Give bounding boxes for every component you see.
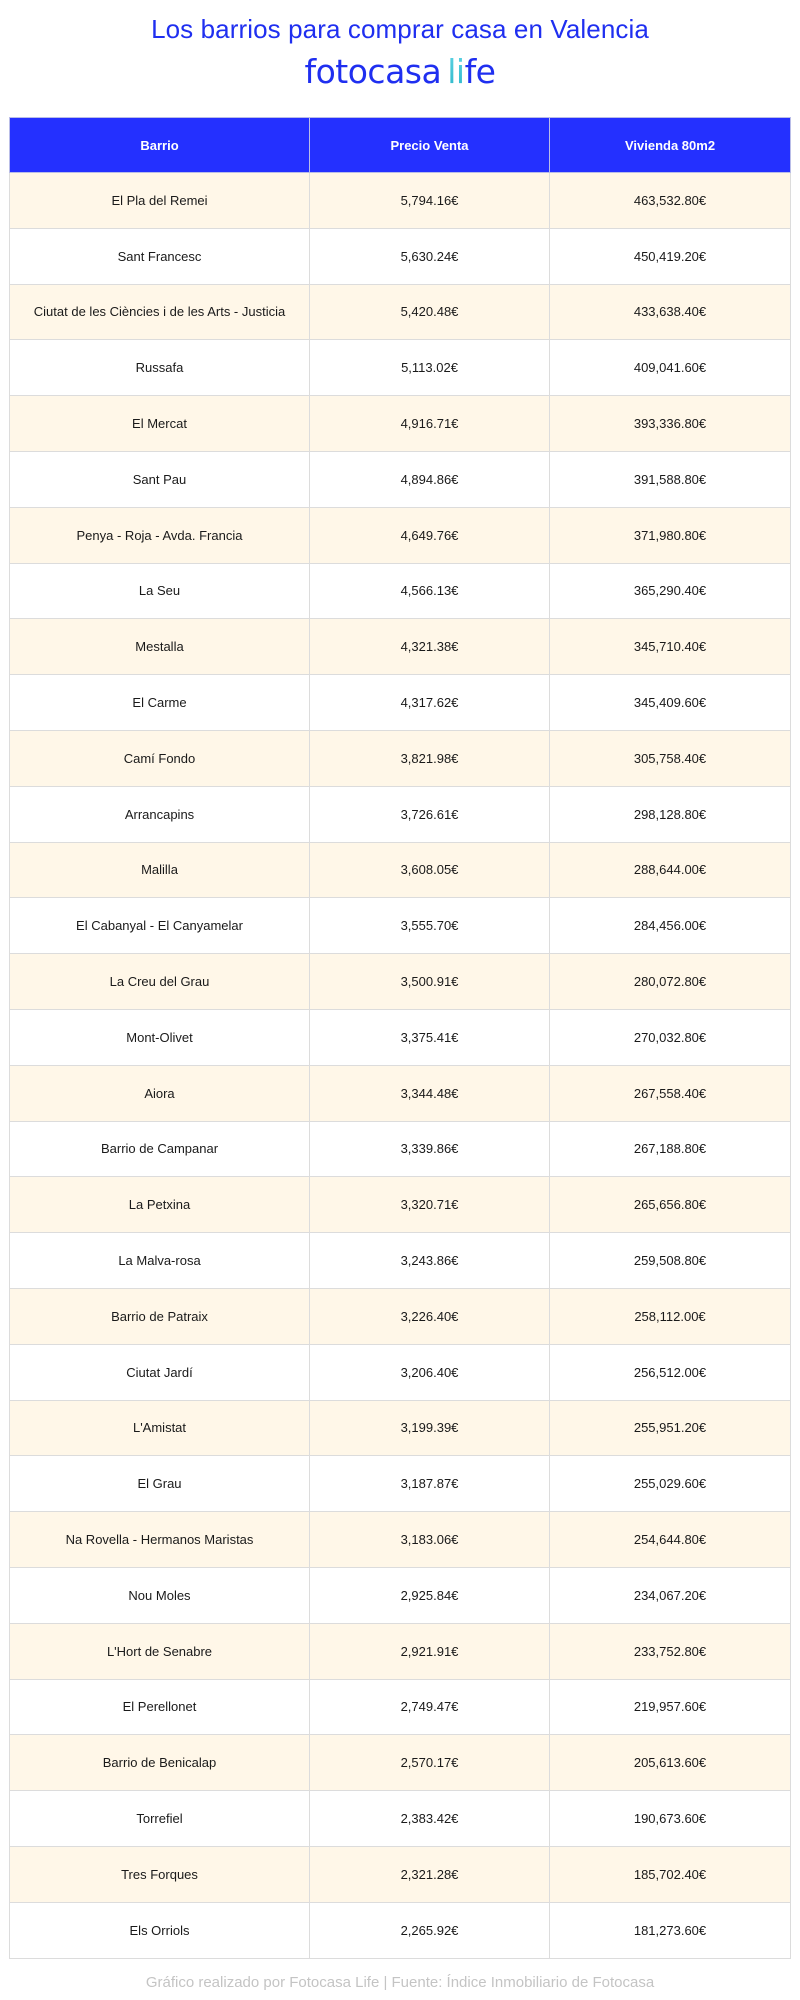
cell-precio-venta: 3,243.86€ xyxy=(310,1233,550,1289)
column-header-vivienda-80m2: Vivienda 80m2 xyxy=(550,118,791,173)
cell-vivienda-80m2: 254,644.80€ xyxy=(550,1512,791,1568)
table-row xyxy=(10,563,791,619)
cell-vivienda-80m2: 345,710.40€ xyxy=(550,619,791,675)
cell-barrio: La Seu xyxy=(10,563,310,619)
table-row xyxy=(10,1679,791,1735)
cell-barrio: Aiora xyxy=(10,1065,310,1121)
cell-barrio: Ciutat Jardí xyxy=(10,1344,310,1400)
cell-barrio: L'Amistat xyxy=(10,1400,310,1456)
table-row xyxy=(10,1065,791,1121)
table-row xyxy=(10,1121,791,1177)
cell-precio-venta: 3,199.39€ xyxy=(310,1400,550,1456)
cell-precio-venta: 4,321.38€ xyxy=(310,619,550,675)
cell-barrio: Torrefiel xyxy=(10,1791,310,1847)
cell-barrio: Mont-Olivet xyxy=(10,1009,310,1065)
cell-vivienda-80m2: 267,558.40€ xyxy=(550,1065,791,1121)
cell-precio-venta: 3,183.06€ xyxy=(310,1512,550,1568)
fotocasa-life-logo xyxy=(0,52,800,92)
cell-vivienda-80m2: 255,951.20€ xyxy=(550,1400,791,1456)
cell-precio-venta: 3,726.61€ xyxy=(310,786,550,842)
table-row xyxy=(10,1846,791,1902)
page-title: Los barrios para comprar casa en Valencia xyxy=(151,14,649,44)
table-row xyxy=(10,1233,791,1289)
cell-precio-venta: 3,821.98€ xyxy=(310,730,550,786)
table-row xyxy=(10,675,791,731)
table-row xyxy=(10,619,791,675)
table-row xyxy=(10,1288,791,1344)
cell-vivienda-80m2: 219,957.60€ xyxy=(550,1679,791,1735)
table-row xyxy=(10,173,791,229)
cell-barrio: El Mercat xyxy=(10,396,310,452)
cell-barrio: El Carme xyxy=(10,675,310,731)
cell-vivienda-80m2: 298,128.80€ xyxy=(550,786,791,842)
cell-barrio: La Malva-rosa xyxy=(10,1233,310,1289)
cell-barrio: Barrio de Benicalap xyxy=(10,1735,310,1791)
cell-barrio: Russafa xyxy=(10,340,310,396)
cell-vivienda-80m2: 365,290.40€ xyxy=(550,563,791,619)
table-row xyxy=(10,1344,791,1400)
cell-vivienda-80m2: 409,041.60€ xyxy=(550,340,791,396)
cell-vivienda-80m2: 234,067.20€ xyxy=(550,1567,791,1623)
cell-vivienda-80m2: 270,032.80€ xyxy=(550,1009,791,1065)
cell-vivienda-80m2: 288,644.00€ xyxy=(550,842,791,898)
cell-barrio: El Pla del Remei xyxy=(10,173,310,229)
cell-barrio: Tres Forques xyxy=(10,1846,310,1902)
cell-vivienda-80m2: 265,656.80€ xyxy=(550,1177,791,1233)
table-row xyxy=(10,954,791,1010)
cell-vivienda-80m2: 181,273.60€ xyxy=(550,1902,791,1958)
cell-barrio: El Perellonet xyxy=(10,1679,310,1735)
cell-precio-venta: 2,570.17€ xyxy=(310,1735,550,1791)
cell-barrio: Ciutat de les Ciències i de les Arts - Justicia xyxy=(10,284,310,340)
table-row xyxy=(10,1902,791,1958)
table-row xyxy=(10,898,791,954)
table-row xyxy=(10,1009,791,1065)
cell-barrio: Sant Pau xyxy=(10,451,310,507)
cell-precio-venta: 4,566.13€ xyxy=(310,563,550,619)
cell-precio-venta: 5,794.16€ xyxy=(310,173,550,229)
cell-barrio: El Cabanyal - El Canyamelar xyxy=(10,898,310,954)
table-row xyxy=(10,228,791,284)
cell-precio-venta: 3,320.71€ xyxy=(310,1177,550,1233)
cell-vivienda-80m2: 258,112.00€ xyxy=(550,1288,791,1344)
table-row xyxy=(10,1735,791,1791)
cell-vivienda-80m2: 259,508.80€ xyxy=(550,1233,791,1289)
cell-precio-venta: 3,344.48€ xyxy=(310,1065,550,1121)
table-row xyxy=(10,1512,791,1568)
table-row xyxy=(10,786,791,842)
cell-vivienda-80m2: 267,188.80€ xyxy=(550,1121,791,1177)
cell-barrio: Arrancapins xyxy=(10,786,310,842)
cell-precio-venta: 3,500.91€ xyxy=(310,954,550,1010)
cell-vivienda-80m2: 371,980.80€ xyxy=(550,507,791,563)
cell-vivienda-80m2: 233,752.80€ xyxy=(550,1623,791,1679)
source-footer: Gráfico realizado por Fotocasa Life | Fuente: Índice Inmobiliario de Fotocasa xyxy=(145,1974,655,1991)
cell-vivienda-80m2: 433,638.40€ xyxy=(550,284,791,340)
cell-precio-venta: 2,921.91€ xyxy=(310,1623,550,1679)
cell-precio-venta: 4,649.76€ xyxy=(310,507,550,563)
cell-barrio: Camí Fondo xyxy=(10,730,310,786)
cell-vivienda-80m2: 284,456.00€ xyxy=(550,898,791,954)
table-row xyxy=(10,1177,791,1233)
cell-barrio: El Grau xyxy=(10,1456,310,1512)
cell-precio-venta: 4,317.62€ xyxy=(310,675,550,731)
table-row xyxy=(10,1567,791,1623)
cell-barrio: La Creu del Grau xyxy=(10,954,310,1010)
cell-barrio: Na Rovella - Hermanos Maristas xyxy=(10,1512,310,1568)
cell-vivienda-80m2: 393,336.80€ xyxy=(550,396,791,452)
neighborhood-price-table xyxy=(9,117,791,1959)
cell-precio-venta: 2,321.28€ xyxy=(310,1846,550,1902)
cell-barrio: Malilla xyxy=(10,842,310,898)
logo-life-rest: fe xyxy=(464,52,496,91)
cell-precio-venta: 3,206.40€ xyxy=(310,1344,550,1400)
column-header-barrio: Barrio xyxy=(10,118,310,173)
cell-vivienda-80m2: 450,419.20€ xyxy=(550,228,791,284)
cell-barrio: Mestalla xyxy=(10,619,310,675)
table-header-row xyxy=(10,118,791,173)
cell-vivienda-80m2: 463,532.80€ xyxy=(550,173,791,229)
cell-vivienda-80m2: 280,072.80€ xyxy=(550,954,791,1010)
cell-vivienda-80m2: 185,702.40€ xyxy=(550,1846,791,1902)
cell-precio-venta: 5,420.48€ xyxy=(310,284,550,340)
cell-barrio: Penya - Roja - Avda. Francia xyxy=(10,507,310,563)
cell-precio-venta: 2,749.47€ xyxy=(310,1679,550,1735)
table-row xyxy=(10,730,791,786)
table-row xyxy=(10,1400,791,1456)
cell-precio-venta: 3,375.41€ xyxy=(310,1009,550,1065)
cell-barrio: Els Orriols xyxy=(10,1902,310,1958)
cell-vivienda-80m2: 255,029.60€ xyxy=(550,1456,791,1512)
cell-precio-venta: 2,383.42€ xyxy=(310,1791,550,1847)
cell-barrio: L'Hort de Senabre xyxy=(10,1623,310,1679)
cell-vivienda-80m2: 256,512.00€ xyxy=(550,1344,791,1400)
cell-barrio: Nou Moles xyxy=(10,1567,310,1623)
cell-precio-venta: 5,113.02€ xyxy=(310,340,550,396)
table-row xyxy=(10,1791,791,1847)
table-row xyxy=(10,396,791,452)
column-header-precio-venta: Precio Venta xyxy=(310,118,550,173)
table-row xyxy=(10,1456,791,1512)
table-row xyxy=(10,842,791,898)
table-row xyxy=(10,284,791,340)
table-row xyxy=(10,1623,791,1679)
cell-precio-venta: 3,187.87€ xyxy=(310,1456,550,1512)
cell-precio-venta: 3,226.40€ xyxy=(310,1288,550,1344)
table-row xyxy=(10,340,791,396)
cell-barrio: Barrio de Campanar xyxy=(10,1121,310,1177)
cell-vivienda-80m2: 190,673.60€ xyxy=(550,1791,791,1847)
table-row xyxy=(10,451,791,507)
cell-precio-venta: 3,339.86€ xyxy=(310,1121,550,1177)
cell-vivienda-80m2: 205,613.60€ xyxy=(550,1735,791,1791)
cell-precio-venta: 2,925.84€ xyxy=(310,1567,550,1623)
cell-barrio: Barrio de Patraix xyxy=(10,1288,310,1344)
logo-brand: fotocasa xyxy=(304,52,442,91)
cell-vivienda-80m2: 345,409.60€ xyxy=(550,675,791,731)
cell-barrio: La Petxina xyxy=(10,1177,310,1233)
cell-precio-venta: 5,630.24€ xyxy=(310,228,550,284)
cell-precio-venta: 3,555.70€ xyxy=(310,898,550,954)
cell-precio-venta: 4,916.71€ xyxy=(310,396,550,452)
logo-life-accent: li xyxy=(447,52,465,91)
cell-precio-venta: 4,894.86€ xyxy=(310,451,550,507)
cell-vivienda-80m2: 391,588.80€ xyxy=(550,451,791,507)
cell-vivienda-80m2: 305,758.40€ xyxy=(550,730,791,786)
cell-precio-venta: 3,608.05€ xyxy=(310,842,550,898)
logo-life xyxy=(447,52,495,91)
cell-barrio: Sant Francesc xyxy=(10,228,310,284)
cell-precio-venta: 2,265.92€ xyxy=(310,1902,550,1958)
table-row xyxy=(10,507,791,563)
